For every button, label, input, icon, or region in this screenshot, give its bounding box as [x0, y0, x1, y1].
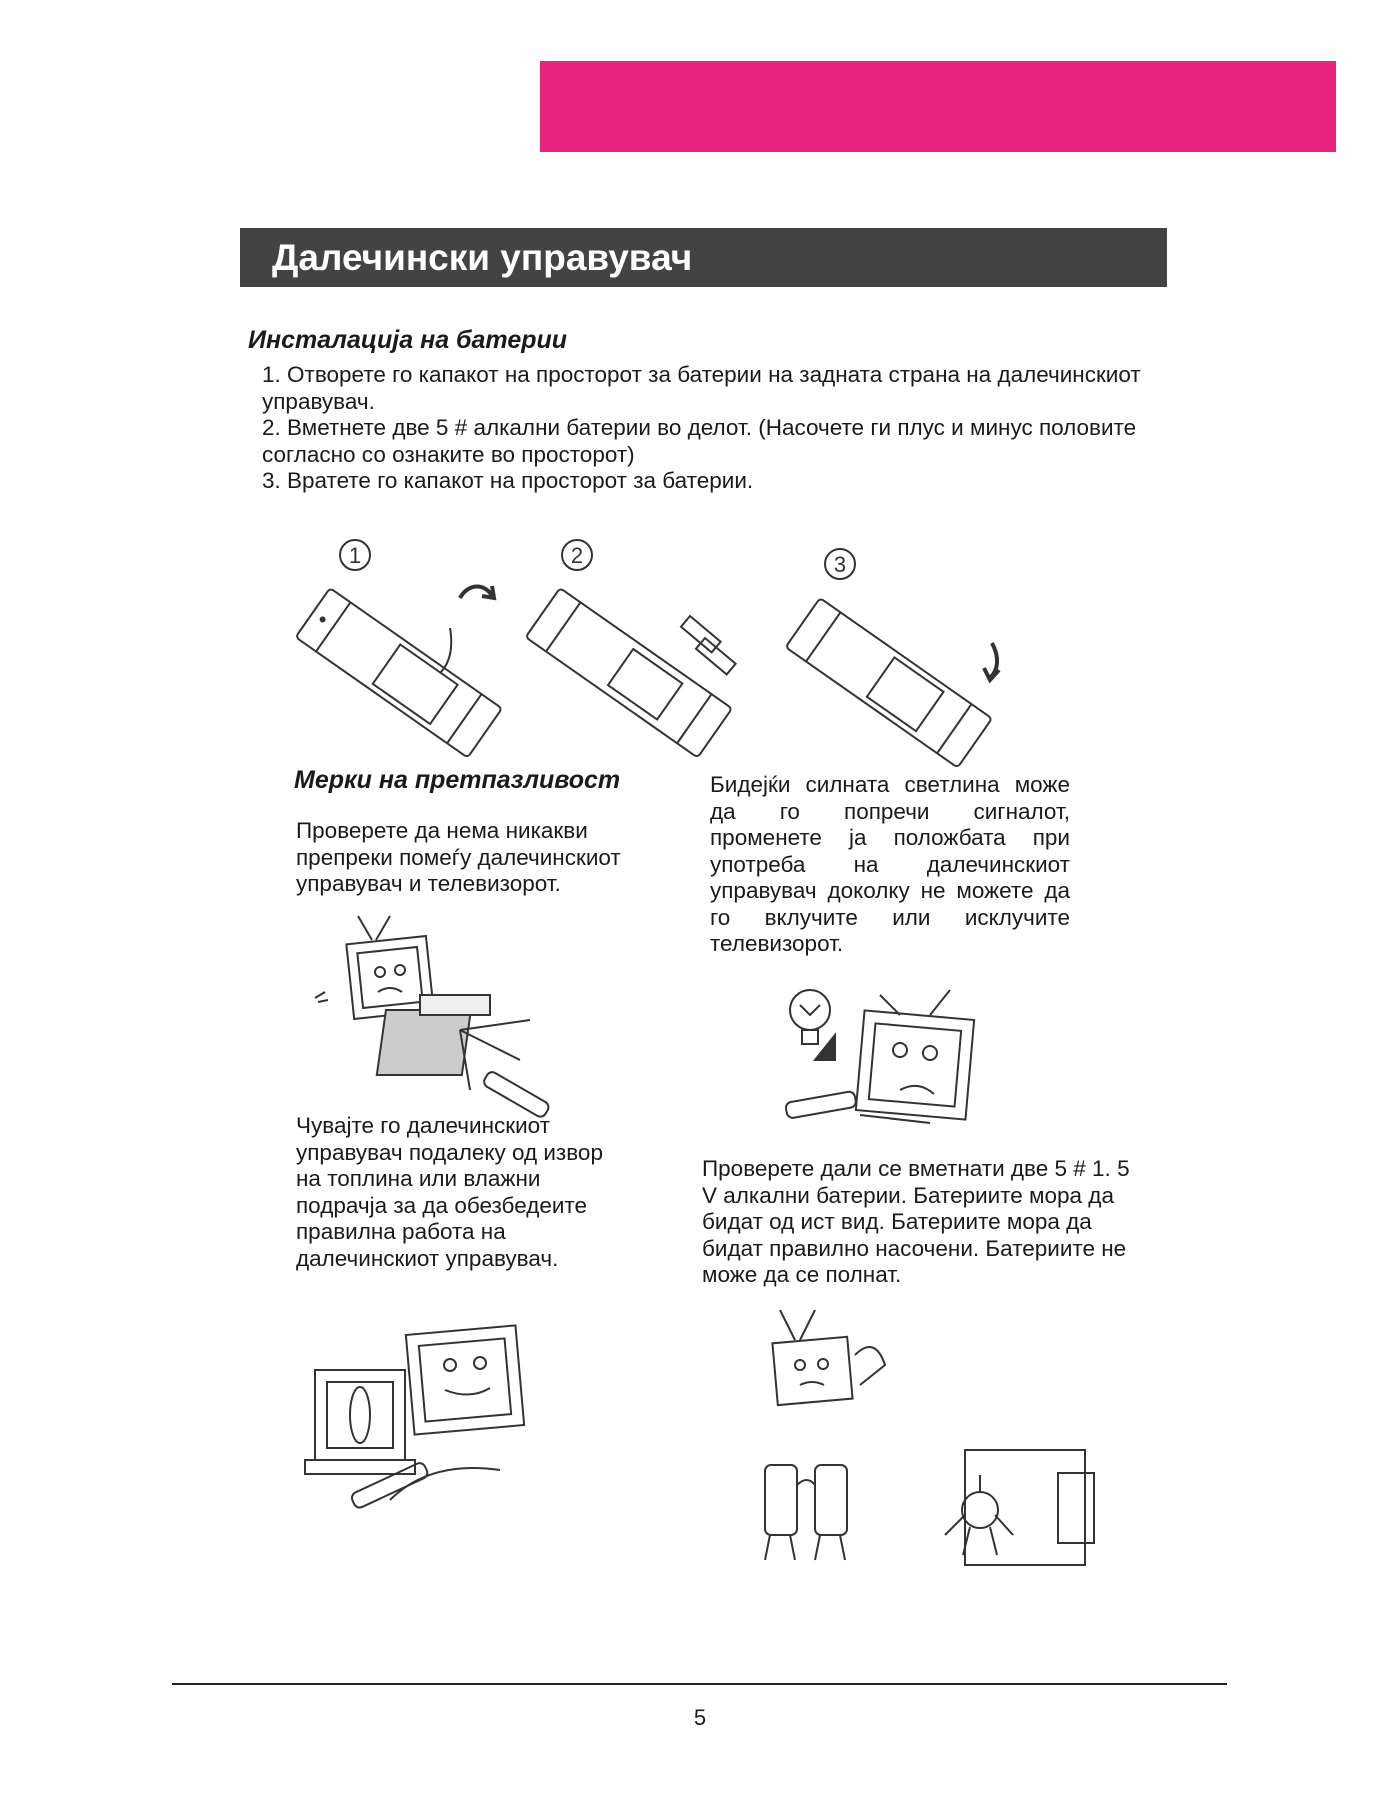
installation-heading: Инсталација на батерии: [248, 326, 568, 354]
figure-number-3: 3: [833, 552, 847, 577]
section-title-bar: [240, 228, 1167, 287]
figure-1-open-cover: [296, 540, 502, 758]
installation-step-2: 2. Вметнете две 5 # алкални батерии во делот. (Насочете ги плус и минус половите согласно со ознаките во просторот): [262, 415, 1137, 467]
section-title: Далечински управувач: [272, 237, 693, 278]
figure-number-2: 2: [570, 543, 584, 568]
figure-3-close-cover: [786, 549, 999, 768]
precaution-light-text: Бидејќи силната светлина може да го попречи сигналот, променете ја положбата при употреба на далечинскиот управувач доколку не можете да го вклучите или исклучите телевизорот.: [710, 772, 1070, 956]
footer-divider: [172, 1683, 1227, 1685]
precaution-heat-text: Чувајте го далечинскиот управувач подалеку од извор на топлина или влажни подрачја за да обезбедеите правилна работа на далечинскиот управувач.: [296, 1113, 603, 1271]
battery-warning-illustration: [745, 1305, 1105, 1575]
installation-step-1: 1. Отворете го капакот на просторот за батерии на задната страна на далечинскиот управувач.: [262, 362, 1141, 414]
figure-number-1: 1: [348, 543, 362, 568]
tv-light-illustration: [780, 975, 1020, 1145]
installation-steps: [262, 362, 1162, 495]
tv-heat-illustration: [300, 1320, 560, 1520]
precaution-obstacles-text: Проверете да нема никакви препреки помеѓу далечинскиот управувач и телевизорот.: [296, 818, 621, 896]
charger-battery-icon: [945, 1450, 1094, 1565]
page-number: 5: [693, 1705, 707, 1730]
installation-step-3: 3. Вратете го капакот на просторот за батерии.: [262, 468, 754, 493]
header-accent-bar: [540, 61, 1336, 152]
precaution-battery-text: Проверете дали се вметнати две 5 # 1. 5 V алкални батерии. Батериите мора да бидат од ист вид. Батериите мора да бидат правилно насочени. Батериите не може да се полнат.: [702, 1156, 1130, 1287]
tv-obstacle-illustration: [310, 910, 570, 1100]
precautions-heading: Мерки на претпазливост: [294, 766, 621, 794]
fighting-batteries-icon: [765, 1465, 847, 1560]
figure-2-insert-batteries: [526, 540, 736, 758]
battery-installation-illustration: [320, 528, 1030, 758]
